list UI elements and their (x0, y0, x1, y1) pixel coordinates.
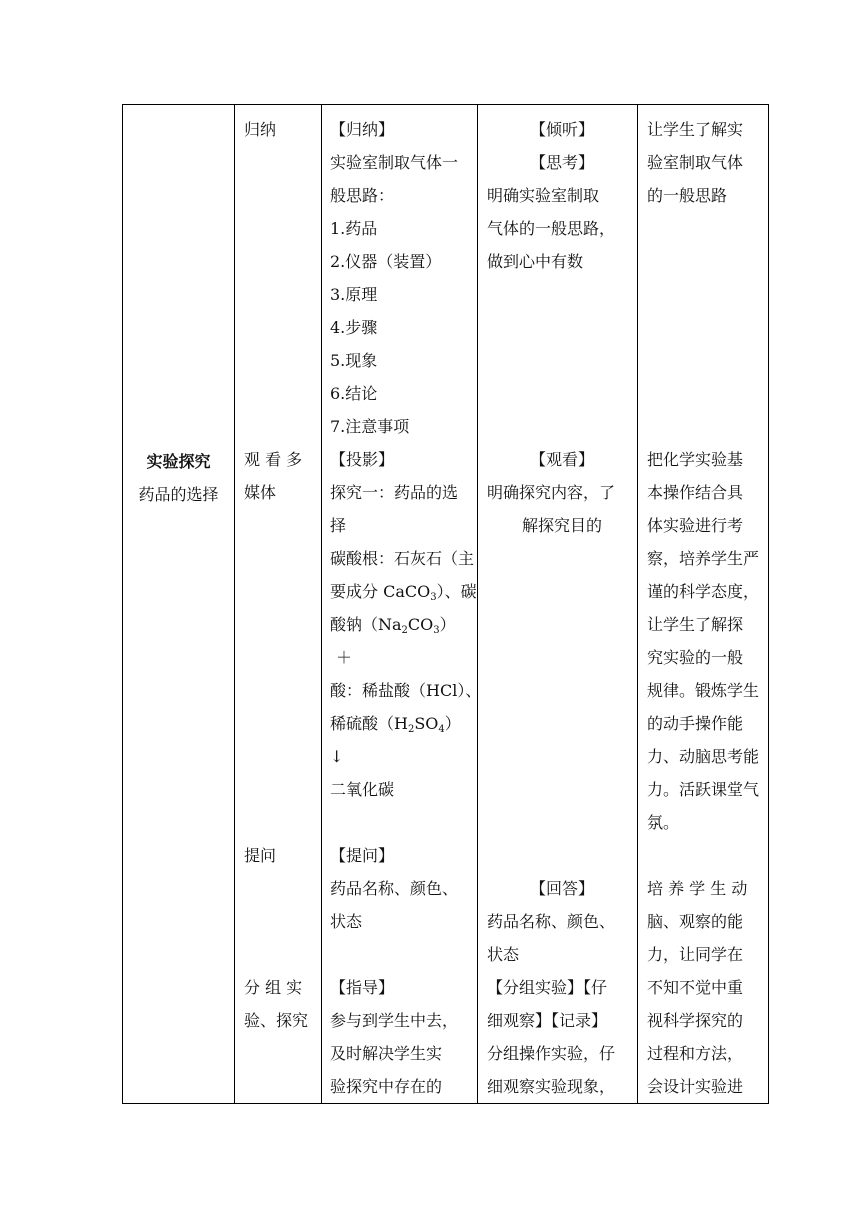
teacher-line: 5.现象 (330, 351, 378, 370)
teacher-line: 验探究中存在的 (330, 1077, 443, 1096)
student-line: 状态 (487, 945, 520, 964)
teacher-line: 稀硫酸$(H_2SO_4)$ (330, 714, 461, 735)
teacher-line: 碳酸根：石灰石（主 (330, 549, 475, 568)
down-arrow-icon: ↓ (330, 747, 344, 766)
intent-line: 的动手操作能 (647, 714, 744, 733)
student-line: 解探究目的 (521, 516, 602, 535)
teacher-line: 状态 (330, 912, 363, 931)
student-line: 明确探究内容，了 (487, 483, 616, 502)
intent-line: 体实验进行考 (647, 516, 744, 535)
teacher-line: 【投影】 (330, 450, 395, 469)
student-line: 【倾听】 (529, 120, 594, 139)
table-row (123, 105, 769, 1104)
teacher-line: 及时解决学生实 (330, 1044, 443, 1063)
intent-line: 规律。锻炼学生 (647, 681, 760, 700)
step-label: 验、探究 (244, 1011, 309, 1030)
student-line: 气体的一般思路， (487, 219, 616, 238)
teacher-line: 二氧化碳 (330, 780, 395, 799)
teacher-line: 7.注意事项 (330, 417, 410, 436)
teacher-line: 【归纳】 (330, 120, 395, 139)
plus-sign: ＋ (336, 648, 353, 667)
student-line: 明确实验室制取 (487, 186, 600, 205)
student-line: 【观看】 (529, 450, 594, 469)
teacher-line: 【指导】 (330, 978, 395, 997)
intent-line: 验室制取气体 (647, 153, 744, 172)
section-cell (123, 105, 235, 1104)
teacher-line: 酸：稀盐酸（HCl）、 (330, 681, 482, 700)
intent-line: 的一般思路 (647, 186, 728, 205)
intent-line: 力、动脑思考能 (647, 747, 760, 766)
step-label: 归纳 (244, 120, 277, 139)
student-line: 【思考】 (529, 153, 594, 172)
intent-line: 脑、观察的能 (647, 912, 744, 931)
intent-line: 让学生了解探 (647, 615, 744, 634)
student-line: 药品名称、颜色、 (487, 912, 616, 931)
teacher-line: 般思路： (330, 186, 395, 205)
student-line: 细观察】【记录】 (487, 1011, 608, 1030)
intent-line: 过程和方法， (647, 1044, 744, 1063)
intent-line: 培 养 学 生 动 (647, 879, 748, 898)
intent-line: 力，让同学在 (647, 945, 744, 964)
teacher-line: 参与到学生中去， (330, 1011, 459, 1030)
intent-line: 会设计实验进 (647, 1077, 744, 1096)
teacher-line: 2.仪器（装置） (330, 252, 442, 271)
intent-line: 究实验的一般 (647, 648, 744, 667)
teacher-line: 6.结论 (330, 384, 378, 403)
intent-line: 视科学探究的 (647, 1011, 744, 1030)
lesson-plan-table (122, 104, 769, 1104)
step-label: 观 看 多 (244, 450, 303, 469)
student-line: 细观察实验现象， (487, 1077, 616, 1096)
intent-line: 力。活跃课堂气 (647, 780, 760, 799)
student-line: 分组操作实验，仔 (487, 1044, 616, 1063)
student-line: 做到心中有数 (487, 252, 584, 271)
teacher-line: 实验室制取气体一 (330, 153, 459, 172)
step-label: 媒体 (244, 483, 277, 502)
teacher-line: 酸钠$(Na_2CO_3)$ (330, 615, 456, 636)
teacher-line: 4.步骤 (330, 318, 378, 337)
teacher-line: 1.药品 (330, 219, 378, 238)
intent-line: 让学生了解实 (647, 120, 744, 139)
intent-line: 不知不觉中重 (647, 978, 744, 997)
teacher-line: 要成分 CaCO$_3$）、碳 (330, 582, 477, 603)
teacher-line: 择 (330, 516, 347, 535)
teacher-line: 【提问】 (330, 846, 395, 865)
step-label: 分 组 实 (244, 978, 303, 997)
section-subtitle: 药品的选择 (138, 485, 219, 504)
teacher-line: 探究一：药品的选 (330, 483, 459, 502)
intent-cell (638, 105, 769, 1104)
intent-line: 本操作结合具 (647, 483, 744, 502)
student-line: 【分组实验】【仔 (487, 978, 608, 997)
student-cell (478, 105, 638, 1104)
intent-line: 谨的科学态度， (647, 582, 760, 601)
intent-line: 察，培养学生严 (647, 549, 760, 568)
intent-line: 氛。 (647, 813, 680, 832)
student-line: 【回答】 (529, 879, 594, 898)
section-title: 实验探究 (146, 452, 211, 471)
intent-line: 把化学实验基 (647, 450, 744, 469)
teacher-line: 3.原理 (330, 285, 378, 304)
step-label: 提问 (244, 846, 277, 865)
step-cell (235, 105, 322, 1104)
teacher-line: 药品名称、颜色、 (330, 879, 459, 898)
teacher-cell (322, 105, 482, 1104)
